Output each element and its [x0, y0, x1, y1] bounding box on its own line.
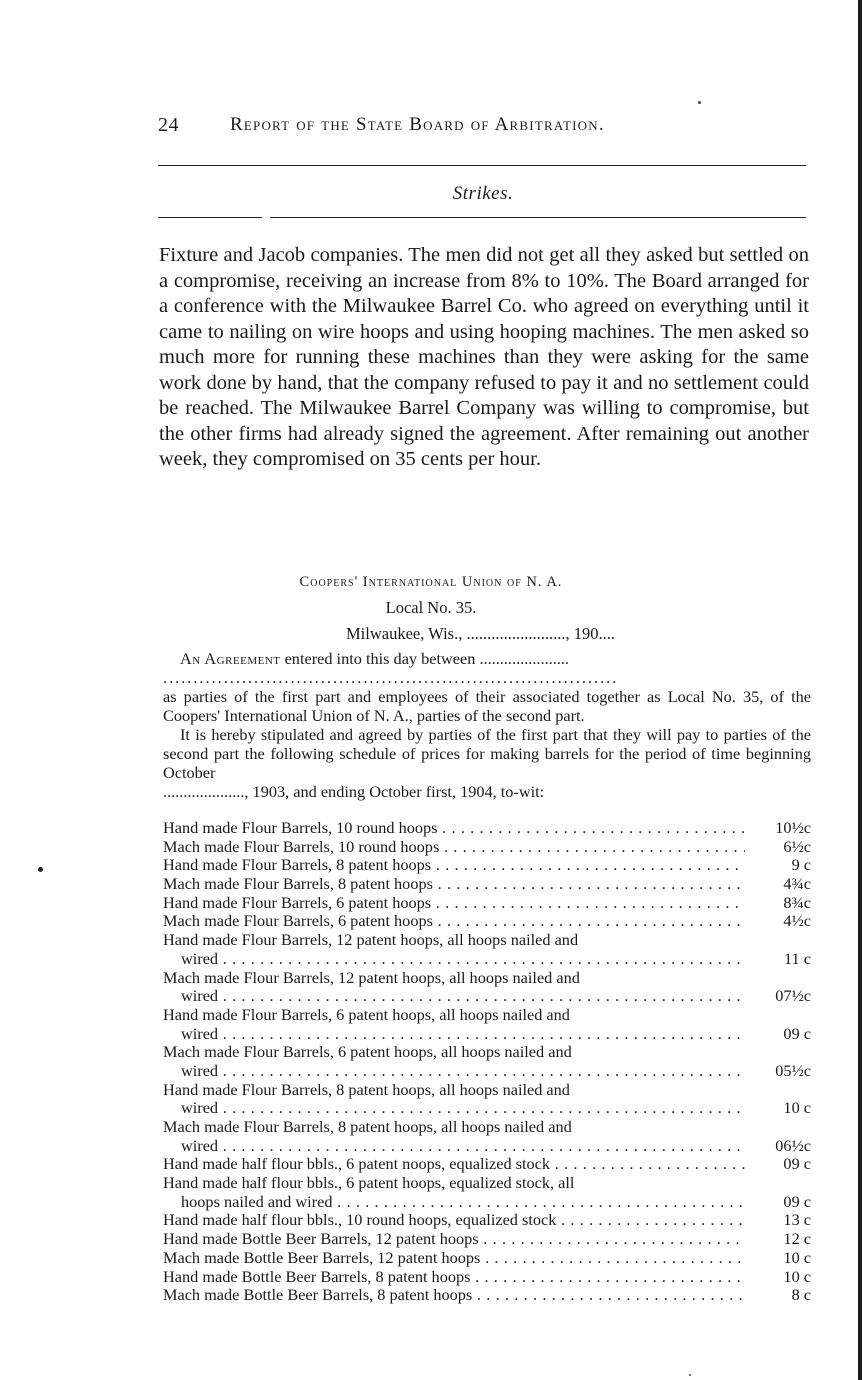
price-item-description: Hand made Flour Barrels, 6 patent hoops . . .	[163, 894, 745, 913]
price-row	[163, 1006, 811, 1043]
price-value: 4¾c	[783, 874, 811, 894]
price-row	[163, 1230, 811, 1249]
page-number: 24	[158, 114, 179, 136]
price-item-continuation: hoops nailed and wired . . .	[163, 1193, 745, 1212]
price-item-description: Hand made Bottle Beer Barrels, 8 patent hoops . . .	[163, 1268, 745, 1287]
margin-mark	[38, 867, 43, 872]
price-item-continuation: wired . . .	[163, 1025, 745, 1044]
price-value: 09 c	[783, 1154, 811, 1174]
price-row	[163, 1081, 811, 1118]
price-item-description: Mach made Flour Barrels, 8 patent hoops, all hoops nailed and	[163, 1117, 572, 1136]
price-item-description: Mach made Bottle Beer Barrels, 12 patent hoops . . .	[163, 1249, 745, 1268]
price-item-description: Hand made half flour bbls., 10 round hoops, equalized stock . . .	[163, 1211, 745, 1230]
price-value: 4½c	[783, 911, 811, 931]
page-edge-shadow	[858, 0, 862, 1380]
price-value: 05½c	[775, 1060, 811, 1080]
place-date-line: Milwaukee, Wis., ........................, 190....	[346, 624, 615, 643]
price-item-description: Mach made Flour Barrels, 6 patent hoops . . .	[163, 912, 745, 931]
price-item-continuation: wired . . .	[163, 950, 745, 969]
section-rule-left	[158, 217, 262, 218]
price-row	[163, 1268, 811, 1287]
price-value: 07½c	[775, 986, 811, 1006]
price-value: 6½c	[783, 836, 811, 856]
price-item-description: Hand made half flour bbls., 6 patent hoops, equalized stock, all	[163, 1173, 575, 1193]
stipulation-paragraph: It is hereby stipulated and agreed by parties of the first part that they will pay to parties of the second part the following schedule of prices for making barrels for the period of time beginning October	[163, 725, 811, 782]
price-row	[163, 1155, 811, 1174]
price-row	[163, 894, 811, 913]
price-value: 10 c	[783, 1266, 811, 1286]
price-value: 8 c	[791, 1285, 811, 1305]
price-item-description: Hand made Flour Barrels, 10 round hoops . . .	[163, 819, 745, 838]
price-item-description: Mach made Bottle Beer Barrels, 8 patent hoops . . .	[163, 1286, 745, 1305]
price-row	[163, 1118, 811, 1155]
price-item-description: Hand made half flour bbls., 6 patent noops, equalized stock . . .	[163, 1155, 745, 1174]
price-value: 09 c	[783, 1191, 811, 1211]
section-rule-right	[270, 217, 806, 218]
body-paragraph: Fixture and Jacob companies. The men did not get all they asked but settled on a compromise, receiving an increase from 8% to 10%. The Board arranged for a conference with the Milwaukee Barrel Co. who agreed on everything until it came to nailing on wire hoops and using hooping machines. The men asked so much more for running these machines than they were asking for the same work done by hand, that the company refused to pay it and no settlement could be reached. The Milwaukee Barrel Company was willing to compromise, but the other firms had already signed the agreement. After remaining out another week, they compromised on 35 cents per hour.	[159, 244, 809, 470]
price-item-continuation: wired . . .	[163, 987, 745, 1006]
price-item-continuation: wired . . .	[163, 1137, 745, 1156]
price-row	[163, 856, 811, 875]
price-schedule	[163, 819, 811, 1305]
price-row	[163, 1286, 811, 1305]
price-row	[163, 1211, 811, 1230]
price-item-description: Hand made Flour Barrels, 6 patent hoops, all hoops nailed and	[163, 1004, 570, 1024]
header-rule	[158, 165, 806, 166]
price-item-description: Hand made Bottle Beer Barrels, 12 patent hoops . . .	[163, 1230, 745, 1249]
price-value: 12 c	[783, 1229, 811, 1249]
price-value: 9 c	[791, 855, 811, 875]
price-value: 10 c	[783, 1098, 811, 1118]
price-row	[163, 819, 811, 838]
price-value: 13 c	[783, 1210, 811, 1230]
speck-mark	[698, 101, 701, 104]
agreement-opening	[163, 649, 811, 668]
price-value: 09 c	[783, 1023, 811, 1043]
period-line: ...................., 1903, and ending October first, 1904, to-wit:	[163, 782, 545, 801]
agreement-text	[163, 649, 811, 801]
local-number: Local No. 35.	[385, 598, 477, 617]
price-item-description: Mach made Flour Barrels, 6 patent hoops, all hoops nailed and	[163, 1042, 572, 1062]
price-item-description: Mach made Flour Barrels, 12 patent hoops, all hoops nailed and	[163, 967, 580, 987]
price-item-description: Hand made Flour Barrels, 8 patent hoops, all hoops nailed and	[163, 1079, 570, 1099]
union-heading: Coopers' International Union of N. A.	[299, 574, 563, 590]
price-row	[163, 1174, 811, 1211]
price-item-description: Mach made Flour Barrels, 8 patent hoops . . .	[163, 875, 745, 894]
blank-party-line: ...........................................................................	[163, 668, 619, 687]
running-head: Report of the State Board of Arbitration.	[230, 114, 605, 135]
section-title: Strikes.	[452, 183, 514, 204]
price-row	[163, 1043, 811, 1080]
price-value: 06½c	[775, 1135, 811, 1155]
parties-paragraph: as parties of the first part and employees of their associated together as Local No. 35, of the Coopers' International Union of N. A., parties of the second part.	[163, 687, 811, 725]
price-item-description: Hand made Flour Barrels, 12 patent hoops, all hoops nailed and	[163, 930, 579, 950]
price-value: 10 c	[783, 1247, 811, 1267]
price-value: 11 c	[784, 948, 811, 968]
price-row	[163, 931, 811, 968]
speck-mark	[689, 1374, 691, 1376]
price-item-description: Hand made Flour Barrels, 8 patent hoops . . .	[163, 856, 745, 875]
price-row	[163, 875, 811, 894]
page-header	[158, 114, 808, 144]
price-item-description: Mach made Flour Barrels, 10 round hoops . . .	[163, 838, 745, 857]
price-item-continuation: wired . . .	[163, 1062, 745, 1081]
agreement-label: An Agreement	[180, 649, 281, 668]
price-row	[163, 1249, 811, 1268]
price-row	[163, 969, 811, 1006]
price-row	[163, 838, 811, 857]
price-value: 8¾c	[783, 892, 811, 912]
agreement-between: entered into this day between ......................	[280, 649, 569, 668]
price-row	[163, 912, 811, 931]
price-item-continuation: wired . . .	[163, 1099, 745, 1118]
price-value: 10½c	[775, 818, 811, 837]
